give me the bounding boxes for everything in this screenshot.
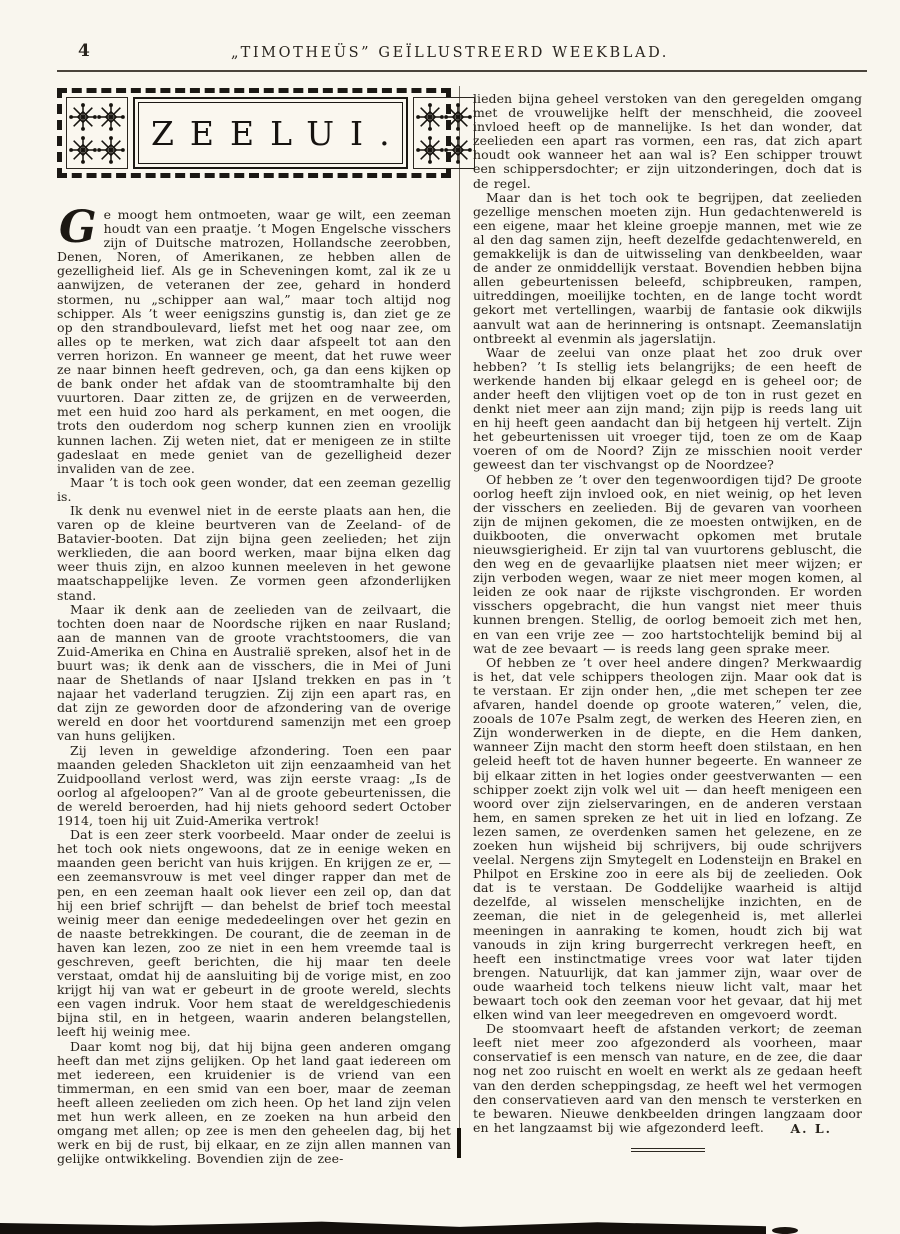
paragraph: Ik denk nu evenwel niet in de eerste plaats aan hen, die varen op de kleine beurtveren van de Zeeland- of de Batavier-booten. Dat zijn bijna geen zeelieden; het zijn werklieden, die aan boord werken, maar bijna elken dag weer thuis zijn, en alzoo kunnen meeleven in het gewone maatschappelijke leven. Ze vormen geen afzonderlijken stand.	[57, 502, 451, 603]
paragraph: Maar ik denk aan de zeelieden van de zeilvaart, die tochten doen naar de Noordsche rijken en naar Rusland; aan de mannen van de groote vrachtstoomers, die van Zuid-Amerika en China en Australië spreken, alsof het in de buurt was; ik denk aan de visschers, die in Mei of Juni naar de Shetlands of naar IJsland trekken en pas in ’t najaar het vaderland terugzien. Zij zijn een apart ras, en dat zijn ze geworden door de afzondering van de overige wereld en door het voortdurend samenzijn met een groep van huns gelijken.	[57, 601, 451, 744]
ornament-panel-left	[66, 97, 128, 169]
dropcap-initial: G	[59, 202, 97, 253]
paragraph: Zij leven in geweldige afzondering. Toen een paar maanden geleden Shackleton uit zijn eenzaamheid van het Zuidpoolland verlost werd, was zijn eerste vraag: „Is de oorlog al afgeloopen?” Van al de groote gebeurtenissen, die de wereld beroerden, had hij niets gehoord sedert October 1914, toen hij uit Zuid-Amerika vertrok!	[57, 742, 451, 829]
star-ornament-icon	[69, 136, 97, 164]
star-ornament-icon	[69, 103, 97, 131]
left-column	[57, 88, 451, 1166]
paragraph-text: e moogt hem ontmoeten, waar ge wilt, een zeeman houdt van een praatje. ’t Mogen Engelsche visschers zijn of Duitsche matrozen, Hollandsche zeerobben, Denen, Noren, of Amerikanen, ze hebben allen de gezelligheid lief. Als ge in Scheveningen komt, zal ik ze u aanwijzen, de veteranen der zee, gehard in honderd stormen, nu „schipper aan wal,” maar toch altijd nog schipper. Als ’t weer eenigszins gunstig is, dan ziet ge ze op den strandboulevard, liefst met het oog naar zee, om alles op te merken, wat zich daar afspeelt tot aan den verren horizon. En wanneer ge meent, dat het ruwe weer ze naar binnen heeft gedreven, och, ga dan eens kijken op de bank onder het afdak van de stoomtramhalte bij den vuurtoren. Daar zitten ze, de grijzen en de verweerden, met een huid zoo hard als perkament, en met oogen, die trots den ouderdom nog scherp kunnen zien en vroolijk kunnen lachen. Zij weten niet, dat er menigeen ze in stilte gadeslaat en mede geniet van de gezelligheid dezer invaliden van de zee.	[57, 207, 451, 476]
star-ornament-icon	[416, 136, 444, 164]
star-ornament-icon	[416, 103, 444, 131]
title-panel	[133, 97, 408, 169]
paragraph: Of hebben ze ’t over den tegenwoordigen tijd? De groote oorlog heeft zijn invloed ook, en niet weinig, op het leven der visschers en zeelieden. Bij de gevaren van voorheen zijn de mijnen gekomen, die ze moesten ontwijken, en de duikbooten, die onverwacht opkomen met brutale nieuwsgierigheid. Er zijn tal van vuurtorens gebluscht, die den weg en de gevaarlijke plaatsen niet meer wijzen; er zijn verboden wegen, waar ze niet meer mogen komen, al leiden ze ook naar de rijkste vischgronden. Er worden visschers opgebracht, die hun vangst niet meer thuis kunnen brengen. Stellig, de oorlog bemoeit zich met hen, en van een vrije zee — zoo hartstochtelijk bemind bij al wat de zee bevaart — is reeds lang geen sprake meer.	[473, 471, 862, 656]
scan-artifact-divider-end	[457, 1128, 461, 1158]
ornament-panel-right	[413, 97, 475, 169]
paragraph: Maar dan is het toch ook te begrijpen, dat zeelieden gezellige menschen moeten zijn. Hun gedachtenwereld is een eigene, maar het kleine groepje mannen, met wie ze al den dag samen zijn, heeft dezelfde gedachtenwereld, en gemakkelijk is dan de uitwisseling van denkbeelden, waar de ander ze onmiddellijk verstaat. Bovendien hebben bijna allen gebeurtenissen beleefd, schipbreuken, rampen, uitreddingen, moeilijke tochten, en de lange tocht wordt gekort met vertellingen, waarbij de fantasie ook dikwijls aanvult wat aan de herinnering is ontsnapt. Zeemanslatijn ontbreekt al evenmin als jagerslatijn.	[473, 189, 862, 346]
column-divider	[459, 86, 460, 1158]
header-rule	[57, 70, 867, 72]
paragraph: Daar komt nog bij, dat hij bijna geen anderen omgang heeft dan met zijns gelijken. Op het land gaat iedereen om met iedereen, een kruidenier is de vriend van een timmerman, en een smid van een boer, maar de zeeman heeft alleen zeelieden om zich heen. Op het land zijn velen met hun werk alleen, en ze zoeken na hun arbeid den omgang met allen; op zee is men den geheelen dag, bij het werk en bij de rust, bij elkaar, en ze zijn allen mannen van gelijke ontwikkeling. Bovendien zijn de zee-	[57, 1038, 451, 1167]
masthead-title: „TIMOTHEÜS” GEÏLLUSTREERD WEEKBLAD.	[230, 45, 669, 61]
scan-artifact-blob	[772, 1227, 798, 1234]
star-ornament-icon	[444, 103, 472, 131]
right-column	[473, 92, 862, 1152]
star-ornament-icon	[97, 136, 125, 164]
star-ornament-icon	[444, 136, 472, 164]
paragraph: lieden bijna geheel verstoken van den geregelden omgang met de vrouwelijke helft der menschheid, die zooveel invloed heeft op de mannelijke. Is het dan wonder, dat zeelieden een apart ras vormen, een ras, dat zich apart houdt ook wanneer het aan wal is? Een schipper trouwt een schippersdochter; er zijn uitzonderingen, doch dat is de regel.	[473, 91, 862, 191]
paragraph	[57, 202, 451, 476]
star-ornament-icon	[97, 103, 125, 131]
paragraph: Dat is een zeer sterk voorbeeld. Maar onder de zeelui is het toch ook niets ongewoons, dat ze in eenige weken en maanden geen bericht van huis krijgen. En krijgen ze er, — een zeemansvrouw is met veel dinger rapper dan met de pen, en een zeeman haalt ook liever een zeil op, dan dat hij een brief schrijft — dan behelst de brief toch meestal weinig meer dan eenige mededeelingen over het gezin en de naaste betrekkingen. De courant, die de zeeman in de haven kan lezen, zoo ze niet in een hem vreemde taal is geschreven, geeft berichten, die hij maar ten deele verstaat, omdat hij de aansluiting bij de vorige mist, en zoo krijgt hij van wat er gebeurt in de groote wereld, slechts een vagen indruk. Voor hem staat de wereldgeschiedenis bijna stil, en in hetgeen, waarin anderen belangstellen, leeft hij weinig mee.	[57, 827, 451, 1040]
paragraph: De stoomvaart heeft de afstanden verkort; de zeeman leeft niet meer zoo afgezonderd als voorheen, maar conservatief is een mensch van nature, en de zee, die daar nog net zoo ruischt en woelt en werkt als ze gedaan heeft van den derden scheppingsdag, ze heeft wel het vermogen den conservatieven aard van den mensch te versterken en te bewaren. Nieuwe denkbeelden dringen langzaam door en het langzaamst bij wie afgezonderd leeft.	[473, 1021, 862, 1135]
page-number: 4	[78, 41, 90, 61]
scan-artifact-bottom-band	[0, 1221, 766, 1234]
end-rule	[631, 1148, 705, 1153]
paragraph: Maar ’t is toch ook geen wonder, dat een zeeman gezellig is.	[57, 474, 451, 504]
paragraph: Of hebben ze ’t over heel andere dingen? Merkwaardig is het, dat vele schippers theologen zijn. Maar ook dat is te verstaan. Er zijn onder hen, „die met schepen ter zee afvaren, handel doende op groote wateren,” velen, die, zooals de 107e Psalm zegt, de werken des Heeren zien, en Zijn wonderwerken in de diepte, en die Hem danken, wanneer Zijn macht den storm heeft doen stilstaan, en hen geleid heeft tot de haven hunner begeerte. En wanneer ze bij elkaar zitten in het logies onder geestverwanten — een schipper zoekt zijn volk wel uit — dan heeft menigeen een woord over zijn zielservaringen, en de anderen verstaan hem, en samen spreken ze het uit in lied en lofzang. Ze lezen samen, ze overdenken samen het gelezene, en ze zoeken hun wijsheid bij schrijvers, bij oude schrijvers veelal. Nergens zijn Smytegelt en Lodensteijn en Brakel en Philpot en Erskine zoo in eere als bij de zeelieden. Ook dat is te verstaan. De Goddelijke waarheid is altijd dezelfde, al wisselen menschelijke inzichten, en de zeeman, die niet in de gelegenheid is, met allerlei meeningen in aanraking te komen, houdt zich bij wat vanouds in zijn kring burgerrecht verkregen heeft, en heeft een instinctmatige vrees voor wat later tijden brengen. Natuurlijk, dat kan jammer zijn, waar over de oude waarheid toch telkens nieuw licht valt, maar het bewaart toch ook den zeeman voor het gevaar, dat hij met elken wind van leer meegedreven en omgevoerd wordt.	[473, 654, 862, 1023]
article-title-box	[57, 88, 451, 178]
paragraph: Waar de zeelui van onze plaat het zoo druk over hebben? ’t Is stellig iets belangrijks; de een heeft de werkende handen bij elkaar gelegd en is geheel oor; de ander heeft den vlijtigen voet op de ton in rust gezet en denkt niet meer aan zijn mand; zijn pijp is reeds lang uit en hij heeft geen aandacht dan bij hetgeen hij vertelt. Zijn het gebeurtenissen uit vroeger tijd, toen ze om de Kaap voeren of om de Noord? Zijn ze misschien nooit verder geweest dan ter vischvangst op de Noordzee?	[473, 344, 862, 473]
author-initials: A. L.	[790, 1120, 832, 1136]
article-title: ZEELUI.	[151, 113, 406, 153]
